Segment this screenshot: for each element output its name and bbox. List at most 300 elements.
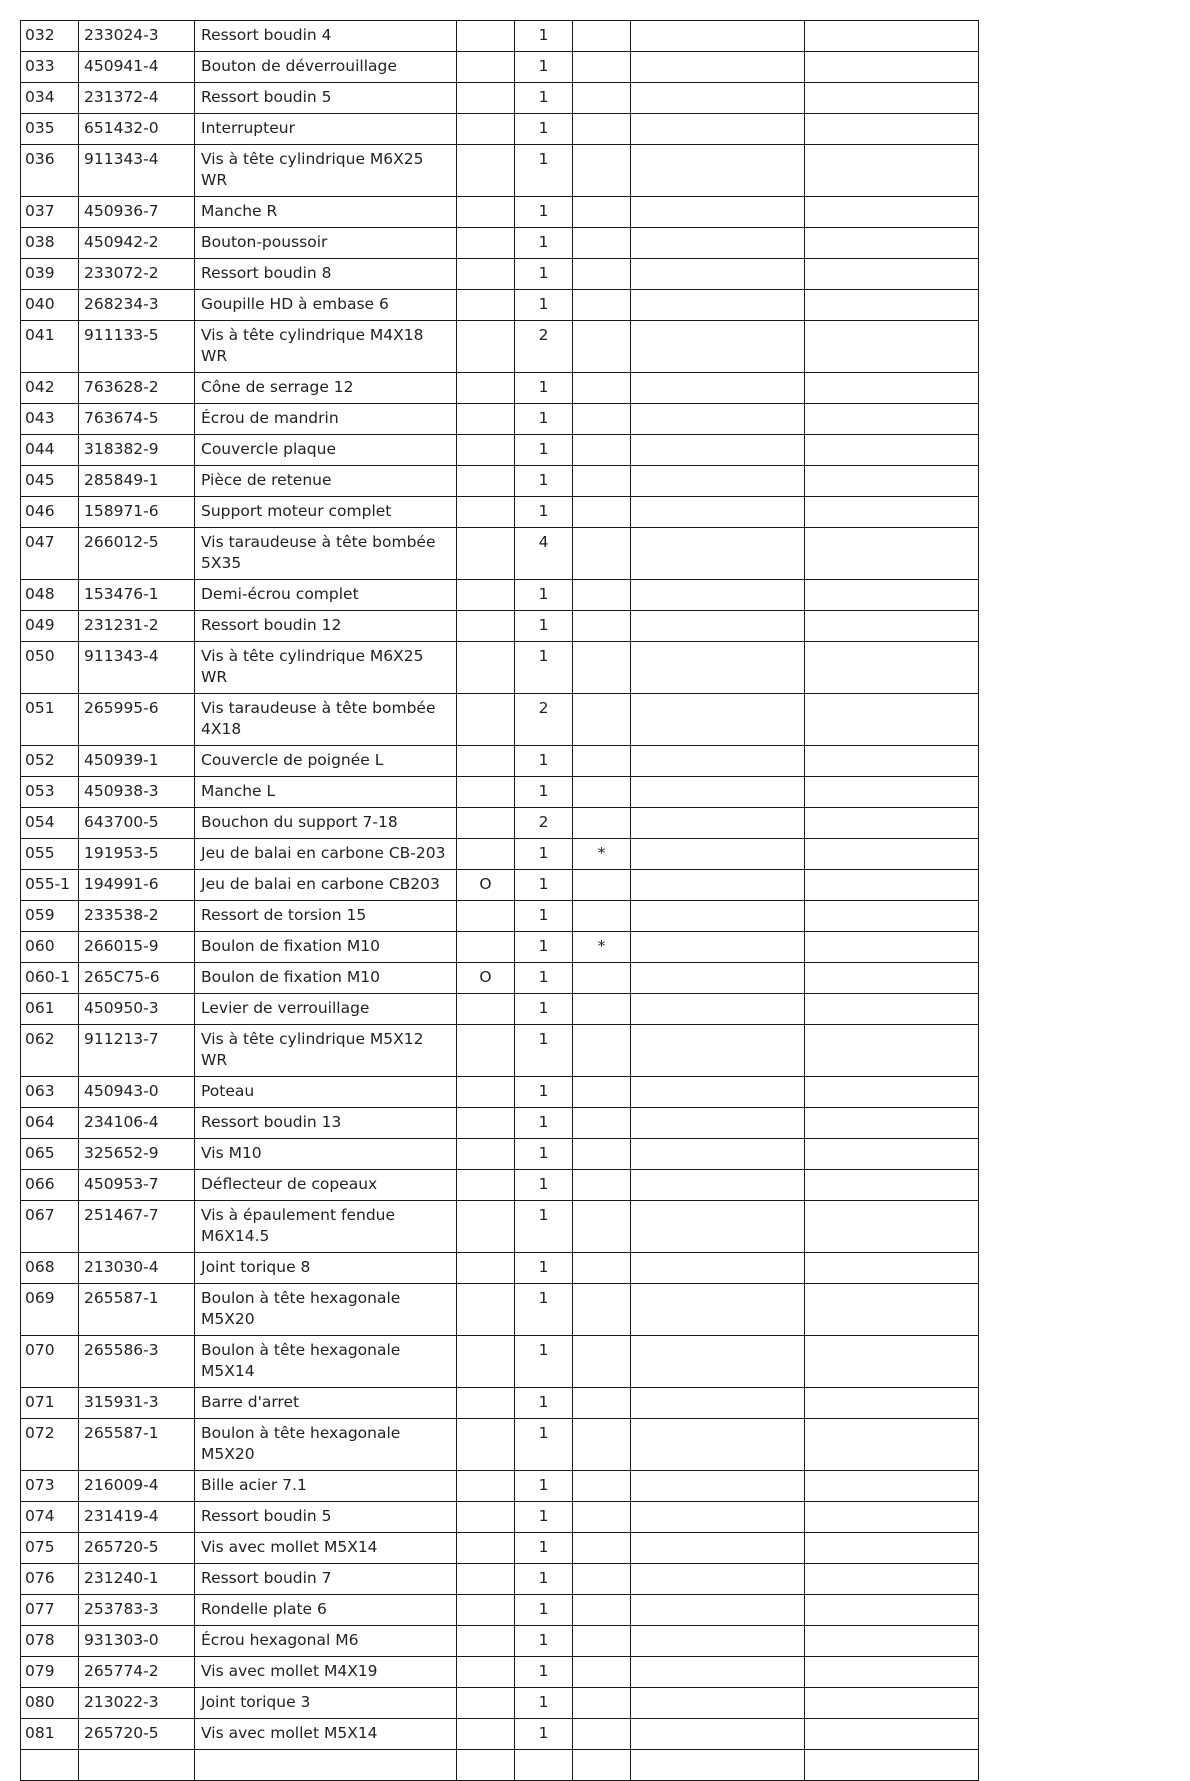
description-cell: Vis avec mollet M5X14 xyxy=(195,1719,457,1750)
option-cell: O xyxy=(457,963,515,994)
note-cell xyxy=(631,1502,805,1533)
note-cell xyxy=(631,1564,805,1595)
quantity-cell: 1 xyxy=(515,1253,573,1284)
option-cell xyxy=(457,746,515,777)
part-number-cell: 266012-5 xyxy=(79,528,195,580)
quantity-cell: 1 xyxy=(515,642,573,694)
ref-number-cell xyxy=(21,1750,79,1781)
note-cell xyxy=(805,1419,979,1471)
table-row xyxy=(21,1284,979,1336)
part-number-cell: 911343-4 xyxy=(79,642,195,694)
table-row xyxy=(21,1253,979,1284)
mark-cell xyxy=(573,808,631,839)
description-cell: Couvercle plaque xyxy=(195,435,457,466)
mark-cell xyxy=(573,1564,631,1595)
description-cell: Joint torique 8 xyxy=(195,1253,457,1284)
mark-cell xyxy=(573,994,631,1025)
table-row xyxy=(21,839,979,870)
table-row xyxy=(21,259,979,290)
note-cell xyxy=(805,1077,979,1108)
part-number-cell: 318382-9 xyxy=(79,435,195,466)
note-cell xyxy=(805,373,979,404)
note-cell xyxy=(631,932,805,963)
ref-number-cell: 055-1 xyxy=(21,870,79,901)
ref-number-cell: 065 xyxy=(21,1139,79,1170)
table-row xyxy=(21,746,979,777)
table-row xyxy=(21,466,979,497)
note-cell xyxy=(805,1170,979,1201)
ref-number-cell: 039 xyxy=(21,259,79,290)
note-cell xyxy=(631,1077,805,1108)
quantity-cell: 1 xyxy=(515,746,573,777)
part-number-cell: 233024-3 xyxy=(79,21,195,52)
option-cell xyxy=(457,1564,515,1595)
mark-cell xyxy=(573,580,631,611)
table-row xyxy=(21,1657,979,1688)
note-cell xyxy=(805,1533,979,1564)
option-cell xyxy=(457,1471,515,1502)
mark-cell xyxy=(573,528,631,580)
note-cell xyxy=(805,808,979,839)
quantity-cell: 1 xyxy=(515,1688,573,1719)
part-number-cell: 450941-4 xyxy=(79,52,195,83)
ref-number-cell: 034 xyxy=(21,83,79,114)
ref-number-cell: 060 xyxy=(21,932,79,963)
table-row xyxy=(21,1626,979,1657)
note-cell xyxy=(805,839,979,870)
option-cell xyxy=(457,994,515,1025)
quantity-cell: 1 xyxy=(515,1139,573,1170)
note-cell xyxy=(805,642,979,694)
note-cell xyxy=(805,777,979,808)
mark-cell xyxy=(573,777,631,808)
note-cell xyxy=(805,1719,979,1750)
note-cell xyxy=(631,1657,805,1688)
table-row xyxy=(21,21,979,52)
ref-number-cell: 038 xyxy=(21,228,79,259)
ref-number-cell: 037 xyxy=(21,197,79,228)
part-number-cell: 643700-5 xyxy=(79,808,195,839)
description-cell: Barre d'arret xyxy=(195,1388,457,1419)
parts-list-body xyxy=(21,21,979,1781)
part-number-cell: 450953-7 xyxy=(79,1170,195,1201)
quantity-cell: 1 xyxy=(515,1533,573,1564)
table-row xyxy=(21,963,979,994)
ref-number-cell: 048 xyxy=(21,580,79,611)
note-cell xyxy=(805,1108,979,1139)
note-cell xyxy=(631,1139,805,1170)
table-row xyxy=(21,1564,979,1595)
description-cell: Bouton de déverrouillage xyxy=(195,52,457,83)
option-cell xyxy=(457,145,515,197)
ref-number-cell: 076 xyxy=(21,1564,79,1595)
description-cell: Goupille HD à embase 6 xyxy=(195,290,457,321)
table-row xyxy=(21,1170,979,1201)
part-number-cell: 285849-1 xyxy=(79,466,195,497)
mark-cell xyxy=(573,694,631,746)
part-number-cell: 265995-6 xyxy=(79,694,195,746)
ref-number-cell: 073 xyxy=(21,1471,79,1502)
quantity-cell: 1 xyxy=(515,259,573,290)
description-cell: Manche L xyxy=(195,777,457,808)
ref-number-cell: 064 xyxy=(21,1108,79,1139)
mark-cell xyxy=(573,611,631,642)
note-cell xyxy=(805,145,979,197)
quantity-cell: 4 xyxy=(515,528,573,580)
part-number-cell: 265720-5 xyxy=(79,1533,195,1564)
description-cell: Ressort boudin 5 xyxy=(195,83,457,114)
ref-number-cell: 036 xyxy=(21,145,79,197)
option-cell xyxy=(457,1253,515,1284)
option-cell xyxy=(457,373,515,404)
table-row xyxy=(21,528,979,580)
description-cell: Rondelle plate 6 xyxy=(195,1595,457,1626)
table-row xyxy=(21,114,979,145)
mark-cell xyxy=(573,1595,631,1626)
part-number-cell: 213030-4 xyxy=(79,1253,195,1284)
quantity-cell: 1 xyxy=(515,994,573,1025)
note-cell xyxy=(631,1170,805,1201)
description-cell: Pièce de retenue xyxy=(195,466,457,497)
table-row xyxy=(21,642,979,694)
description-cell: Vis M10 xyxy=(195,1139,457,1170)
part-number-cell: 253783-3 xyxy=(79,1595,195,1626)
table-row xyxy=(21,1595,979,1626)
part-number-cell: 266015-9 xyxy=(79,932,195,963)
part-number-cell: 450936-7 xyxy=(79,197,195,228)
option-cell xyxy=(457,1077,515,1108)
mark-cell xyxy=(573,404,631,435)
part-number-cell: 251467-7 xyxy=(79,1201,195,1253)
mark-cell xyxy=(573,52,631,83)
quantity-cell: 1 xyxy=(515,777,573,808)
part-number-cell: 233538-2 xyxy=(79,901,195,932)
table-row xyxy=(21,321,979,373)
table-row xyxy=(21,497,979,528)
description-cell: Boulon de fixation M10 xyxy=(195,932,457,963)
quantity-cell: 1 xyxy=(515,197,573,228)
quantity-cell: 2 xyxy=(515,694,573,746)
note-cell xyxy=(805,1471,979,1502)
note-cell xyxy=(631,114,805,145)
table-row xyxy=(21,1502,979,1533)
mark-cell xyxy=(573,1471,631,1502)
note-cell xyxy=(805,1750,979,1781)
mark-cell xyxy=(573,290,631,321)
option-cell xyxy=(457,83,515,114)
note-cell xyxy=(805,528,979,580)
quantity-cell: 1 xyxy=(515,435,573,466)
option-cell xyxy=(457,466,515,497)
table-row xyxy=(21,694,979,746)
note-cell xyxy=(805,404,979,435)
note-cell xyxy=(805,52,979,83)
description-cell: Vis à épaulement fendue M6X14.5 xyxy=(195,1201,457,1253)
note-cell xyxy=(631,197,805,228)
note-cell xyxy=(631,435,805,466)
mark-cell xyxy=(573,870,631,901)
part-number-cell: 450950-3 xyxy=(79,994,195,1025)
option-cell xyxy=(457,228,515,259)
description-cell: Ressort boudin 4 xyxy=(195,21,457,52)
ref-number-cell: 071 xyxy=(21,1388,79,1419)
note-cell xyxy=(631,21,805,52)
ref-number-cell: 078 xyxy=(21,1626,79,1657)
ref-number-cell: 035 xyxy=(21,114,79,145)
ref-number-cell: 066 xyxy=(21,1170,79,1201)
description-cell: Boulon à tête hexagonale M5X20 xyxy=(195,1419,457,1471)
ref-number-cell: 052 xyxy=(21,746,79,777)
part-number-cell: 265587-1 xyxy=(79,1419,195,1471)
option-cell xyxy=(457,1595,515,1626)
ref-number-cell: 050 xyxy=(21,642,79,694)
mark-cell xyxy=(573,1284,631,1336)
table-row xyxy=(21,290,979,321)
mark-cell xyxy=(573,435,631,466)
table-row xyxy=(21,228,979,259)
table-row xyxy=(21,1419,979,1471)
mark-cell xyxy=(573,145,631,197)
quantity-cell: 1 xyxy=(515,228,573,259)
part-number-cell xyxy=(79,1750,195,1781)
description-cell: Vis taraudeuse à tête bombée 4X18 xyxy=(195,694,457,746)
mark-cell: * xyxy=(573,839,631,870)
note-cell xyxy=(631,994,805,1025)
note-cell xyxy=(631,1253,805,1284)
ref-number-cell: 081 xyxy=(21,1719,79,1750)
note-cell xyxy=(631,52,805,83)
mark-cell xyxy=(573,1502,631,1533)
description-cell: Joint torique 3 xyxy=(195,1688,457,1719)
mark-cell xyxy=(573,228,631,259)
option-cell xyxy=(457,1719,515,1750)
note-cell xyxy=(631,83,805,114)
option-cell xyxy=(457,580,515,611)
description-cell: Boulon à tête hexagonale M5X14 xyxy=(195,1336,457,1388)
description-cell: Boulon à tête hexagonale M5X20 xyxy=(195,1284,457,1336)
option-cell xyxy=(457,1170,515,1201)
note-cell xyxy=(805,611,979,642)
description-cell: Jeu de balai en carbone CB-203 xyxy=(195,839,457,870)
note-cell xyxy=(805,870,979,901)
table-row xyxy=(21,1201,979,1253)
mark-cell xyxy=(573,1533,631,1564)
quantity-cell: 1 xyxy=(515,373,573,404)
note-cell xyxy=(805,1626,979,1657)
description-cell: Boulon de fixation M10 xyxy=(195,963,457,994)
note-cell xyxy=(631,611,805,642)
note-cell xyxy=(805,694,979,746)
mark-cell xyxy=(573,1719,631,1750)
note-cell xyxy=(631,1626,805,1657)
ref-number-cell: 041 xyxy=(21,321,79,373)
option-cell xyxy=(457,1139,515,1170)
ref-number-cell: 062 xyxy=(21,1025,79,1077)
option-cell xyxy=(457,694,515,746)
option-cell xyxy=(457,1533,515,1564)
quantity-cell: 1 xyxy=(515,932,573,963)
mark-cell xyxy=(573,197,631,228)
table-row xyxy=(21,435,979,466)
part-number-cell: 153476-1 xyxy=(79,580,195,611)
description-cell: Levier de verrouillage xyxy=(195,994,457,1025)
part-number-cell: 194991-6 xyxy=(79,870,195,901)
mark-cell xyxy=(573,746,631,777)
description-cell: Manche R xyxy=(195,197,457,228)
ref-number-cell: 042 xyxy=(21,373,79,404)
table-row xyxy=(21,1139,979,1170)
mark-cell xyxy=(573,21,631,52)
part-number-cell: 763674-5 xyxy=(79,404,195,435)
mark-cell xyxy=(573,1688,631,1719)
part-number-cell: 265720-5 xyxy=(79,1719,195,1750)
ref-number-cell: 074 xyxy=(21,1502,79,1533)
option-cell xyxy=(457,1388,515,1419)
table-row xyxy=(21,777,979,808)
note-cell xyxy=(631,1595,805,1626)
option-cell xyxy=(457,1626,515,1657)
mark-cell xyxy=(573,1077,631,1108)
option-cell xyxy=(457,1688,515,1719)
note-cell xyxy=(805,1253,979,1284)
mark-cell xyxy=(573,1201,631,1253)
mark-cell xyxy=(573,963,631,994)
quantity-cell: 1 xyxy=(515,901,573,932)
option-cell xyxy=(457,1419,515,1471)
mark-cell xyxy=(573,1336,631,1388)
parts-list-page xyxy=(20,20,978,1742)
ref-number-cell: 080 xyxy=(21,1688,79,1719)
description-cell: Couvercle de poignée L xyxy=(195,746,457,777)
note-cell xyxy=(631,1750,805,1781)
description-cell: Vis à tête cylindrique M4X18 WR xyxy=(195,321,457,373)
part-number-cell: 450942-2 xyxy=(79,228,195,259)
part-number-cell: 268234-3 xyxy=(79,290,195,321)
part-number-cell: 911133-5 xyxy=(79,321,195,373)
ref-number-cell: 046 xyxy=(21,497,79,528)
quantity-cell: 2 xyxy=(515,808,573,839)
quantity-cell: 1 xyxy=(515,1564,573,1595)
note-cell xyxy=(631,1201,805,1253)
part-number-cell: 231372-4 xyxy=(79,83,195,114)
ref-number-cell: 043 xyxy=(21,404,79,435)
option-cell: O xyxy=(457,870,515,901)
note-cell xyxy=(631,580,805,611)
note-cell xyxy=(805,901,979,932)
part-number-cell: 234106-4 xyxy=(79,1108,195,1139)
note-cell xyxy=(805,1139,979,1170)
option-cell xyxy=(457,1025,515,1077)
note-cell xyxy=(805,114,979,145)
part-number-cell: 325652-9 xyxy=(79,1139,195,1170)
quantity-cell: 1 xyxy=(515,145,573,197)
note-cell xyxy=(631,1688,805,1719)
mark-cell xyxy=(573,1108,631,1139)
ref-number-cell: 060-1 xyxy=(21,963,79,994)
ref-number-cell: 053 xyxy=(21,777,79,808)
part-number-cell: 265C75-6 xyxy=(79,963,195,994)
quantity-cell: 1 xyxy=(515,466,573,497)
ref-number-cell: 072 xyxy=(21,1419,79,1471)
option-cell xyxy=(457,1657,515,1688)
note-cell xyxy=(631,1471,805,1502)
part-number-cell: 265587-1 xyxy=(79,1284,195,1336)
mark-cell xyxy=(573,321,631,373)
table-row xyxy=(21,1750,979,1781)
quantity-cell: 1 xyxy=(515,404,573,435)
description-cell: Ressort boudin 5 xyxy=(195,1502,457,1533)
quantity-cell: 1 xyxy=(515,1201,573,1253)
ref-number-cell: 068 xyxy=(21,1253,79,1284)
description-cell: Ressort boudin 7 xyxy=(195,1564,457,1595)
note-cell xyxy=(805,1564,979,1595)
note-cell xyxy=(805,1284,979,1336)
note-cell xyxy=(805,1688,979,1719)
option-cell xyxy=(457,1108,515,1139)
option-cell xyxy=(457,1750,515,1781)
ref-number-cell: 040 xyxy=(21,290,79,321)
description-cell xyxy=(195,1750,457,1781)
quantity-cell: 1 xyxy=(515,1657,573,1688)
part-number-cell: 265586-3 xyxy=(79,1336,195,1388)
note-cell xyxy=(631,901,805,932)
mark-cell xyxy=(573,1750,631,1781)
option-cell xyxy=(457,21,515,52)
option-cell xyxy=(457,1284,515,1336)
description-cell: Vis taraudeuse à tête bombée 5X35 xyxy=(195,528,457,580)
option-cell xyxy=(457,642,515,694)
note-cell xyxy=(631,1419,805,1471)
mark-cell xyxy=(573,373,631,404)
table-row xyxy=(21,1336,979,1388)
note-cell xyxy=(631,1025,805,1077)
description-cell: Bouchon du support 7-18 xyxy=(195,808,457,839)
option-cell xyxy=(457,197,515,228)
mark-cell xyxy=(573,1025,631,1077)
option-cell xyxy=(457,1502,515,1533)
option-cell xyxy=(457,611,515,642)
option-cell xyxy=(457,901,515,932)
quantity-cell: 1 xyxy=(515,1419,573,1471)
note-cell xyxy=(631,1719,805,1750)
description-cell: Ressort boudin 8 xyxy=(195,259,457,290)
description-cell: Vis avec mollet M4X19 xyxy=(195,1657,457,1688)
note-cell xyxy=(805,197,979,228)
note-cell xyxy=(805,259,979,290)
option-cell xyxy=(457,528,515,580)
note-cell xyxy=(805,435,979,466)
note-cell xyxy=(805,1595,979,1626)
description-cell: Ressort de torsion 15 xyxy=(195,901,457,932)
ref-number-cell: 032 xyxy=(21,21,79,52)
note-cell xyxy=(805,580,979,611)
table-row xyxy=(21,52,979,83)
table-row xyxy=(21,83,979,114)
mark-cell xyxy=(573,114,631,145)
description-cell: Vis avec mollet M5X14 xyxy=(195,1533,457,1564)
description-cell: Déflecteur de copeaux xyxy=(195,1170,457,1201)
description-cell: Demi-écrou complet xyxy=(195,580,457,611)
description-cell: Ressort boudin 13 xyxy=(195,1108,457,1139)
description-cell: Écrou hexagonal M6 xyxy=(195,1626,457,1657)
note-cell xyxy=(631,870,805,901)
description-cell: Cône de serrage 12 xyxy=(195,373,457,404)
quantity-cell: 1 xyxy=(515,1502,573,1533)
description-cell: Ressort boudin 12 xyxy=(195,611,457,642)
table-row xyxy=(21,373,979,404)
note-cell xyxy=(631,259,805,290)
option-cell xyxy=(457,290,515,321)
